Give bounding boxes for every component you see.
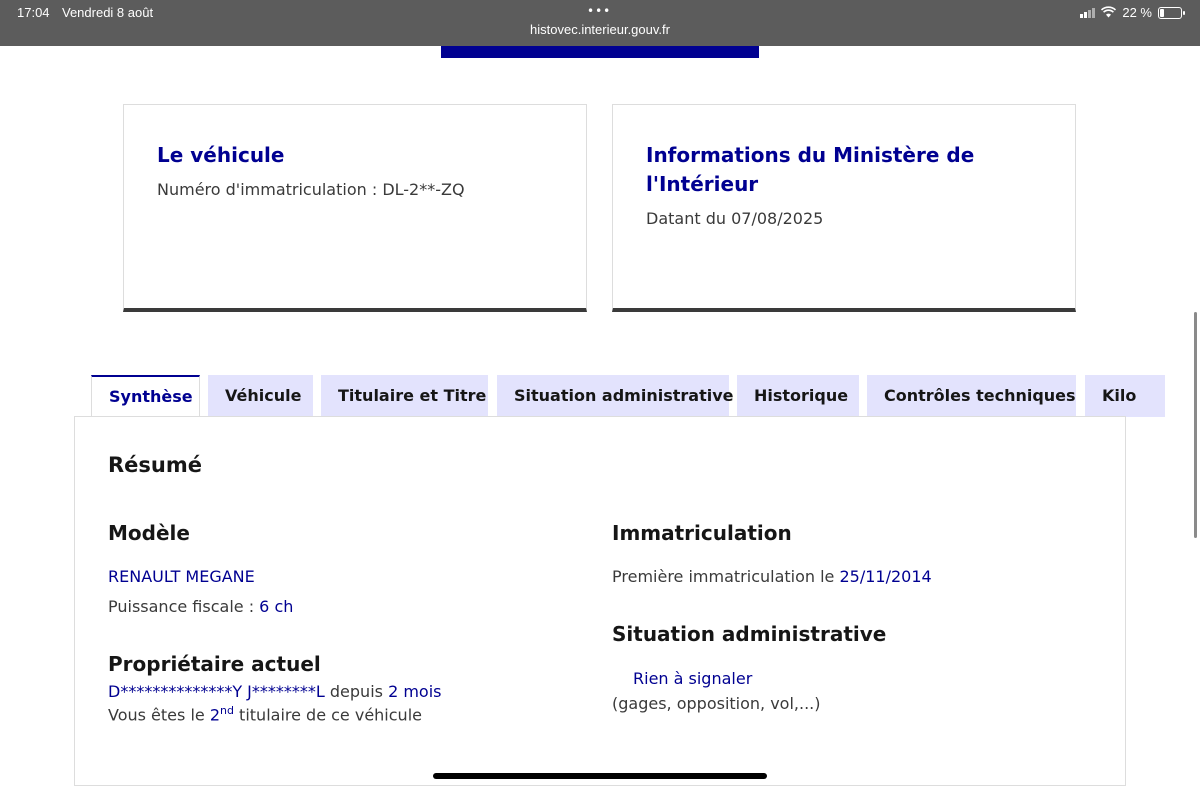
owner-rank-suffix: titulaire de ce véhicule [233, 705, 422, 725]
battery-percent: 22 % [1122, 5, 1152, 20]
ministry-card-title: Informations du Ministère de l'Intérieur [646, 143, 975, 196]
battery-level [1160, 9, 1164, 17]
home-indicator[interactable] [433, 773, 767, 779]
ministry-info-card [612, 104, 1076, 312]
wifi-icon [1101, 7, 1116, 18]
fiscal-power [108, 597, 293, 616]
tab-synthese[interactable]: Synthèse [91, 375, 200, 417]
status-indicators [1080, 5, 1182, 20]
owner-name: D**************Y J********L [108, 682, 325, 701]
vehicle-card [123, 104, 587, 312]
tab-vehicule[interactable]: Véhicule [208, 375, 313, 417]
address-bar-url[interactable]: histovec.interieur.gouv.fr [530, 22, 670, 37]
first-registration-date: 25/11/2014 [839, 567, 932, 586]
first-registration [612, 567, 932, 586]
tab-kilometrage[interactable]: Kilo [1085, 375, 1165, 417]
tab-titulaire-titre[interactable]: Titulaire et Titre [321, 375, 488, 417]
status-time: 17:04 [17, 5, 50, 20]
registration-heading: Immatriculation [612, 521, 792, 545]
model-heading: Modèle [108, 521, 190, 545]
current-owner-heading: Propriétaire actuel [108, 652, 321, 676]
owner-since-label: depuis [324, 682, 389, 701]
cellular-signal-icon [1080, 8, 1095, 18]
owner-rank [108, 704, 422, 724]
owner-rank-prefix: Vous êtes le [108, 705, 210, 725]
multitasking-dots-icon[interactable]: ••• [587, 4, 612, 18]
owner-rank-value: 2 [209, 705, 220, 725]
battery-icon [1158, 7, 1182, 19]
summary-heading: Résumé [108, 453, 202, 477]
tab-bar [91, 375, 1137, 417]
tab-historique[interactable]: Historique [737, 375, 859, 417]
fiscal-power-label: Puissance fiscale : [108, 597, 260, 616]
page-scrollbar[interactable] [1194, 312, 1197, 538]
ministry-card-date: Datant du 07/08/2025 [646, 209, 824, 228]
fiscal-power-value: 6 ch [259, 597, 294, 616]
tab-situation-administrative[interactable]: Situation administrative [497, 375, 729, 417]
admin-situation-heading: Situation administrative [612, 622, 887, 646]
registration-number: Numéro d'immatriculation : DL-2**-ZQ [157, 180, 465, 199]
status-date: Vendredi 8 août [62, 5, 154, 20]
header-button-partial[interactable] [441, 46, 759, 58]
owner-rank-sup: nd [220, 704, 234, 717]
tab-controles-techniques[interactable]: Contrôles techniques [867, 375, 1076, 417]
first-registration-label: Première immatriculation le [612, 567, 840, 586]
admin-status: Rien à signaler [633, 669, 753, 688]
admin-status-note: (gages, opposition, vol,...) [612, 694, 821, 713]
owner-since-value: 2 mois [388, 682, 442, 701]
vehicle-card-title: Le véhicule [157, 143, 285, 167]
status-bar [0, 0, 1200, 46]
model-name: RENAULT MEGANE [108, 567, 255, 586]
owner-line [108, 682, 441, 701]
